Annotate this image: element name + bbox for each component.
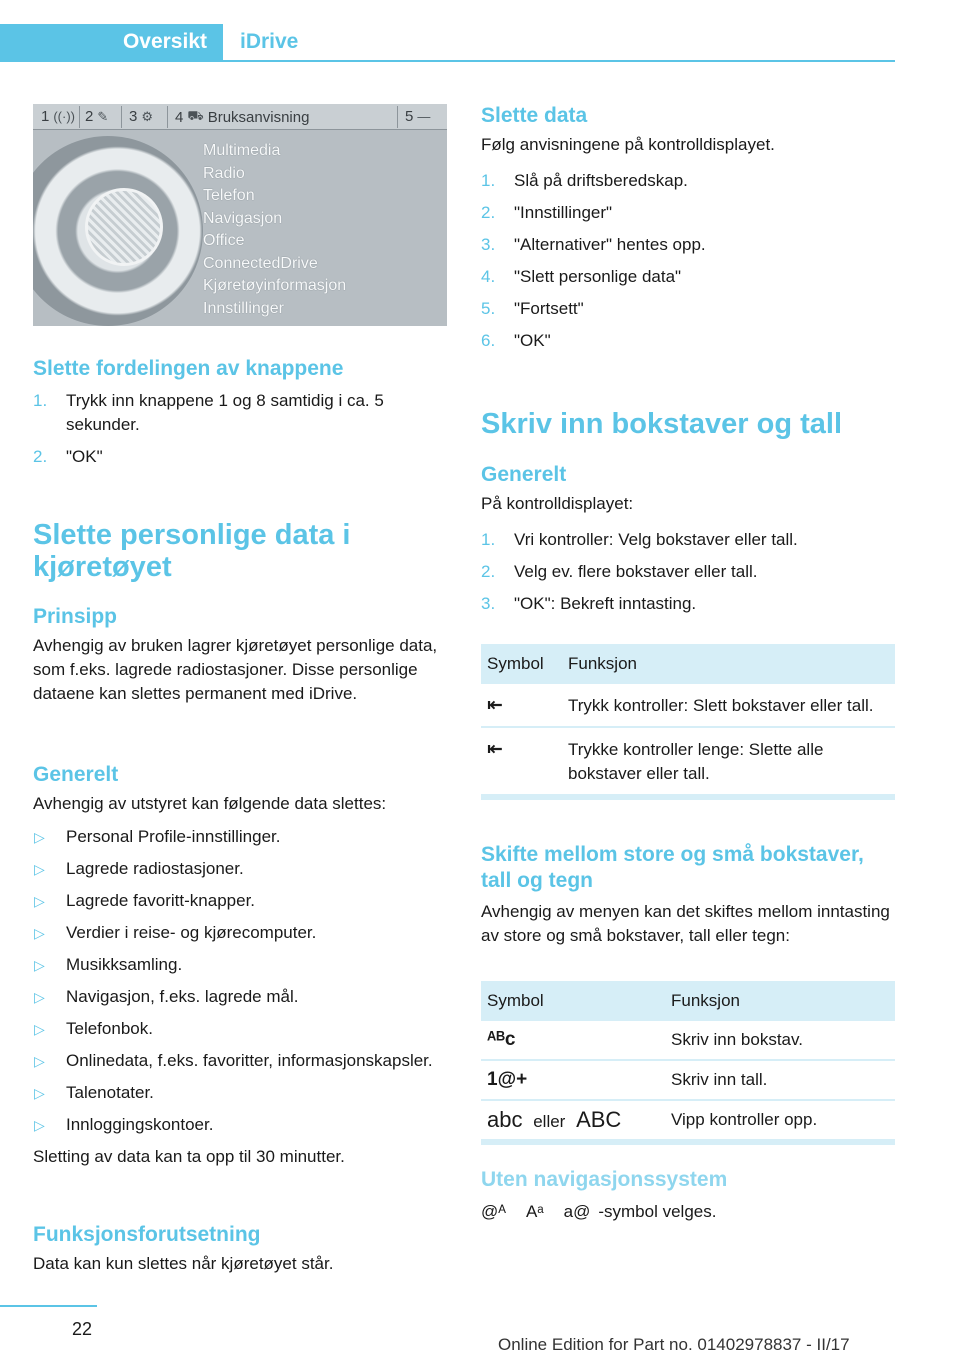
menu-item: Kjøretøyinformasjon xyxy=(203,277,347,294)
section-title: Generelt xyxy=(481,463,567,486)
section-slette-personlige-data xyxy=(33,519,448,583)
section-prinsipp xyxy=(33,605,448,706)
list-item: 1. Vri kontroller: Velg bokstaver eller tall. xyxy=(481,530,798,549)
bullet-list xyxy=(33,825,448,1137)
menu-item: Innstillinger xyxy=(203,299,284,317)
section-title: Generelt xyxy=(33,763,119,786)
steps-list xyxy=(481,169,896,353)
table-header: Symbol Funksjon xyxy=(481,644,895,684)
chapter-title: Skriv inn bokstaver og tall xyxy=(481,408,842,440)
table-row: abc eller ABC Vipp kontroller opp. xyxy=(481,1101,895,1141)
tab-oversikt[interactable]: Oversikt xyxy=(0,24,223,61)
minus-icon: — xyxy=(417,109,431,124)
section-title: Slette fordelingen av knappene xyxy=(33,357,344,380)
section-generelt-right xyxy=(481,463,896,616)
section-skriv-inn xyxy=(481,408,896,440)
edition-note: Online Edition for Part no. 01402978837 - II/17 xyxy=(498,1335,850,1354)
menu-item: Radio xyxy=(203,164,245,182)
list-item: 2. Velg ev. flere bokstaver eller tall. xyxy=(481,562,758,581)
section-title: Uten navigasjonssystem xyxy=(481,1168,728,1191)
tab-idrive[interactable]: iDrive xyxy=(240,30,299,53)
at-letter-icon: @ᴬ xyxy=(481,1202,506,1221)
controller-dial-center xyxy=(85,188,163,266)
section-generelt-left xyxy=(33,763,448,1169)
table-row: ᴬᴮc Skriv inn bokstav. xyxy=(481,1021,895,1061)
steps-list xyxy=(33,389,448,469)
steps-list xyxy=(481,528,896,616)
topbar-item-3: 3 ⚙ xyxy=(129,108,153,125)
uppercase-abc-icon: ABC xyxy=(576,1107,622,1132)
triangle-bullet-icon: ▷ xyxy=(34,1053,45,1069)
triangle-bullet-icon: ▷ xyxy=(34,989,45,1005)
lowercase-abc-icon: abc xyxy=(487,1107,523,1132)
radio-waves-icon: ((·)) xyxy=(53,109,75,124)
list-item: ▷ Talenotater. xyxy=(33,1081,448,1105)
list-item: 6. "OK" xyxy=(481,331,551,350)
topbar-item-4: 4 ⛟ Bruksanvisning xyxy=(175,108,310,126)
triangle-bullet-icon: ▷ xyxy=(34,861,45,877)
list-item: ▷ Musikksamling. xyxy=(33,953,448,977)
letters-mode-icon: ᴬᴮc xyxy=(487,1029,516,1050)
topbar-item-5: 5 — xyxy=(405,108,431,125)
header-tabbar xyxy=(0,24,895,62)
menu-item: Multimedia xyxy=(203,142,281,159)
page-number: 22 xyxy=(72,1319,93,1339)
triangle-bullet-icon: ▷ xyxy=(34,1117,45,1133)
display-topbar xyxy=(33,104,447,130)
paragraph: @ᴬ Aᵃ a@ -symbol velges. xyxy=(481,1200,896,1224)
numbers-mode-icon: 1@+ xyxy=(487,1069,528,1090)
list-item: 1. Slå på driftsberedskap. xyxy=(481,171,688,190)
list-item: 5. "Fortsett" xyxy=(481,299,584,318)
wrench-icon: ✎ xyxy=(97,108,109,124)
triangle-bullet-icon: ▷ xyxy=(34,893,45,909)
section-uten-navigasjon xyxy=(481,1168,896,1224)
section-title: Funksjonsforutsetning xyxy=(33,1223,261,1246)
list-item: 3. "Alternativer" hentes opp. xyxy=(481,235,706,254)
triangle-bullet-icon: ▷ xyxy=(34,829,45,845)
paragraph: På kontrolldisplayet: xyxy=(481,494,634,513)
table-header: Symbol Funksjon xyxy=(481,981,895,1021)
list-item: ▷ Navigasjon, f.eks. lagrede mål. xyxy=(33,985,448,1009)
paragraph: Følg anvisningene på kontrolldisplayet. xyxy=(481,135,775,154)
paragraph: Data kan kun slettes når kjøretøyet står. xyxy=(33,1254,334,1273)
section-title: Skifte mellom store og små bokstaver, tall og tegn xyxy=(481,843,864,892)
section-slette-fordelingen xyxy=(33,357,448,469)
triangle-bullet-icon: ▷ xyxy=(34,1085,45,1101)
section-title: Slette data xyxy=(481,104,588,127)
table-row: ⇤ Trykk kontroller: Slett bokstaver eller tall. xyxy=(481,684,895,728)
triangle-bullet-icon: ▷ xyxy=(34,925,45,941)
symbol-table-input-mode xyxy=(481,981,895,1145)
triangle-bullet-icon: ▷ xyxy=(34,1021,45,1037)
section-slette-data xyxy=(481,104,896,353)
display-menu xyxy=(203,140,346,320)
symbol-table-delete xyxy=(481,644,895,800)
section-title: Prinsipp xyxy=(33,605,118,628)
delete-back-icon: ⇤ xyxy=(487,739,503,760)
topbar-title: Bruksanvisning xyxy=(207,108,310,126)
list-item: 2. "OK" xyxy=(33,447,103,466)
paragraph: Avhengig av bruken lagrer kjøretøyet personlige data, som f.eks. lagrede radiostasjoner. Disse personlige dataene kan slettes permanent med iDrive. xyxy=(33,636,438,703)
list-item: 4. "Slett personlige data" xyxy=(481,267,682,286)
table-row: ⇤ Trykke kontroller lenge: Slette alle bokstaver eller tall. xyxy=(481,728,895,796)
menu-item: ConnectedDrive xyxy=(203,254,318,272)
footer-rule xyxy=(0,1305,97,1307)
paragraph: Avhengig av menyen kan det skiftes mellom inntasting av store og små bokstaver, tall eller tegn: xyxy=(481,902,890,945)
list-item: 2. "Innstillinger" xyxy=(481,203,613,222)
gear-icon: ⚙ xyxy=(141,108,153,124)
topbar-item-1: 1 ((·)) xyxy=(41,108,75,125)
menu-item: Telefon xyxy=(203,187,255,204)
list-item: 1. Trykk inn knappene 1 og 8 samtidig i ca. 5 sekunder. xyxy=(33,391,384,434)
paragraph: Sletting av data kan ta opp til 30 minutter. xyxy=(33,1147,345,1166)
delete-back-icon: ⇤ xyxy=(487,695,503,716)
car-icon: ⛟ xyxy=(187,108,204,123)
menu-item: Office xyxy=(203,232,245,249)
case-toggle-icon: Aᵃ xyxy=(525,1202,544,1221)
idrive-display-figure xyxy=(33,104,447,326)
list-item: ▷ Lagrede favoritt-knapper. xyxy=(33,889,448,913)
list-item: 3. "OK": Bekreft inntasting. xyxy=(481,594,697,613)
chapter-title: Slette personlige data i kjøretøyet xyxy=(33,519,351,583)
menu-item: Navigasjon xyxy=(203,209,283,227)
section-skifte xyxy=(481,842,896,948)
letter-at-icon: a@ xyxy=(563,1202,591,1221)
triangle-bullet-icon: ▷ xyxy=(34,957,45,973)
list-item: ▷ Verdier i reise- og kjørecomputer. xyxy=(33,921,448,945)
table-row: 1@+ Skriv inn tall. xyxy=(481,1061,895,1101)
list-item: ▷ Personal Profile-innstillinger. xyxy=(33,825,448,849)
list-item: ▷ Onlinedata, f.eks. favoritter, informasjonskapsler. xyxy=(33,1049,448,1073)
topbar-item-2: 2 ✎ xyxy=(85,108,109,125)
list-item: ▷ Telefonbok. xyxy=(33,1017,448,1041)
list-item: ▷ Innloggingskontoer. xyxy=(33,1113,448,1137)
section-funksjonsforutsetning xyxy=(33,1223,448,1276)
list-item: ▷ Lagrede radiostasjoner. xyxy=(33,857,448,881)
paragraph: Avhengig av utstyret kan følgende data slettes: xyxy=(33,794,387,813)
